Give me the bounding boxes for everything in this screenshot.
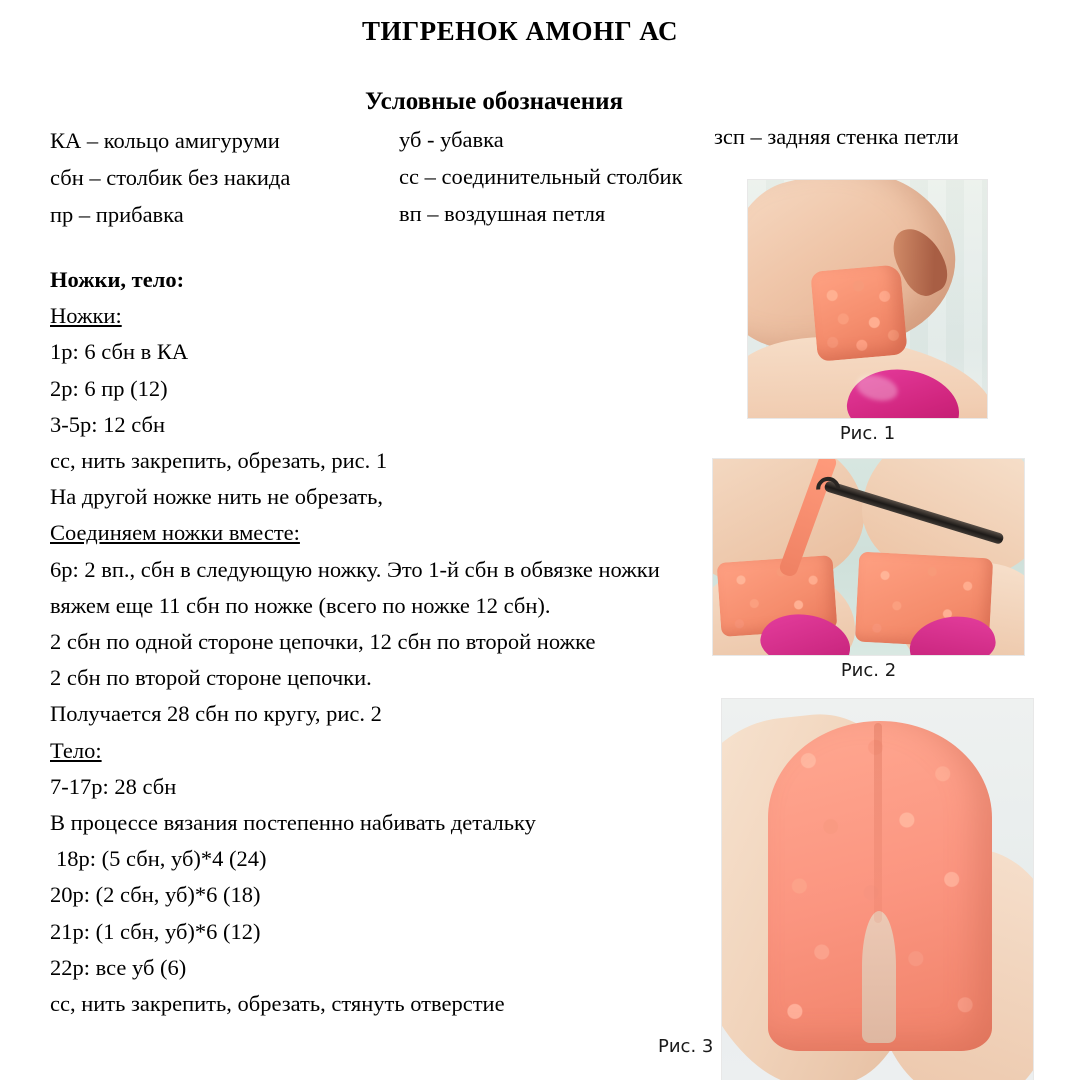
figure-3-photo: [722, 699, 1033, 1080]
pattern-line: 2 сбн по одной стороне цепочки, 12 сбн по второй ножке: [50, 629, 596, 655]
pattern-line: 2р: 6 пр (12): [50, 375, 168, 401]
pattern-line: На другой ножке нить не обрезать,: [50, 484, 384, 510]
legs-gap-shape: [862, 911, 896, 1043]
pattern-line: Тело:: [50, 737, 102, 763]
abbreviation-item: вп – воздушная петля: [399, 201, 606, 226]
pattern-line: 7-17р: 28 сбн: [50, 773, 177, 799]
abbreviation-item: сс – соединительный столбик: [399, 164, 683, 189]
figure-1-photo: [748, 180, 987, 418]
pattern-line: 20р: (2 сбн, уб)*6 (18): [50, 882, 261, 908]
pattern-line: 18р: (5 сбн, уб)*4 (24): [56, 846, 267, 872]
abbreviation-item: уб - убавка: [399, 127, 504, 152]
page-title: ТИГРЕНОК АМОНГ АС: [361, 16, 679, 46]
pattern-line: 3-5р: 12 сбн: [50, 411, 165, 437]
figure-1: [748, 180, 987, 444]
pattern-line: 22р: все уб (6): [50, 954, 187, 980]
abbreviations-column-right: [714, 118, 959, 155]
pattern-line: вяжем еще 11 сбн по ножке (всего по ножке 12 сбн).: [50, 592, 551, 618]
crochet-leg-shape: [810, 264, 908, 362]
abbreviation-item: пр – прибавка: [50, 202, 184, 227]
pattern-line: Соединяем ножки вместе:: [50, 520, 300, 546]
pattern-line: 21р: (1 сбн, уб)*6 (12): [50, 918, 261, 944]
abbreviations-column-left: [50, 122, 290, 233]
pattern-line: В процессе вязания постепенно набивать детальку: [50, 810, 536, 836]
pattern-line: сс, нить закрепить, обрезать, рис. 1: [50, 448, 388, 474]
pattern-line: Ножки, тело:: [50, 267, 185, 292]
pattern-line: 1р: 6 сбн в КА: [50, 339, 189, 365]
pattern-line: 2 сбн по второй стороне цепочки.: [50, 665, 372, 691]
abbreviations-column-middle: [399, 121, 683, 232]
pattern-line: Ножки:: [50, 303, 122, 329]
pattern-line: сс, нить закрепить, обрезать, стянуть отверстие: [50, 991, 505, 1017]
center-seam-shape: [874, 723, 882, 923]
abbreviation-item: сбн – столбик без накида: [50, 165, 291, 190]
pattern-instructions: [50, 262, 710, 1022]
abbreviation-item: КА – кольцо амигуруми: [50, 128, 280, 153]
figure-1-caption: Рис. 1: [839, 423, 896, 444]
figure-3: [722, 699, 1033, 1080]
figure-2-caption: Рис. 2: [840, 660, 897, 681]
pattern-line: Получается 28 сбн по кругу, рис. 2: [50, 701, 382, 727]
figure-2: [713, 459, 1024, 681]
legend-heading: Условные обозначения: [365, 88, 624, 115]
figure-2-photo: [713, 459, 1024, 655]
abbreviation-item: зсп – задняя стенка петли: [714, 124, 959, 149]
figure-3-caption: Рис. 3: [658, 1036, 714, 1057]
pattern-line: 6р: 2 вп., сбн в следующую ножку. Это 1-й сбн в обвязке ножки: [50, 556, 660, 582]
